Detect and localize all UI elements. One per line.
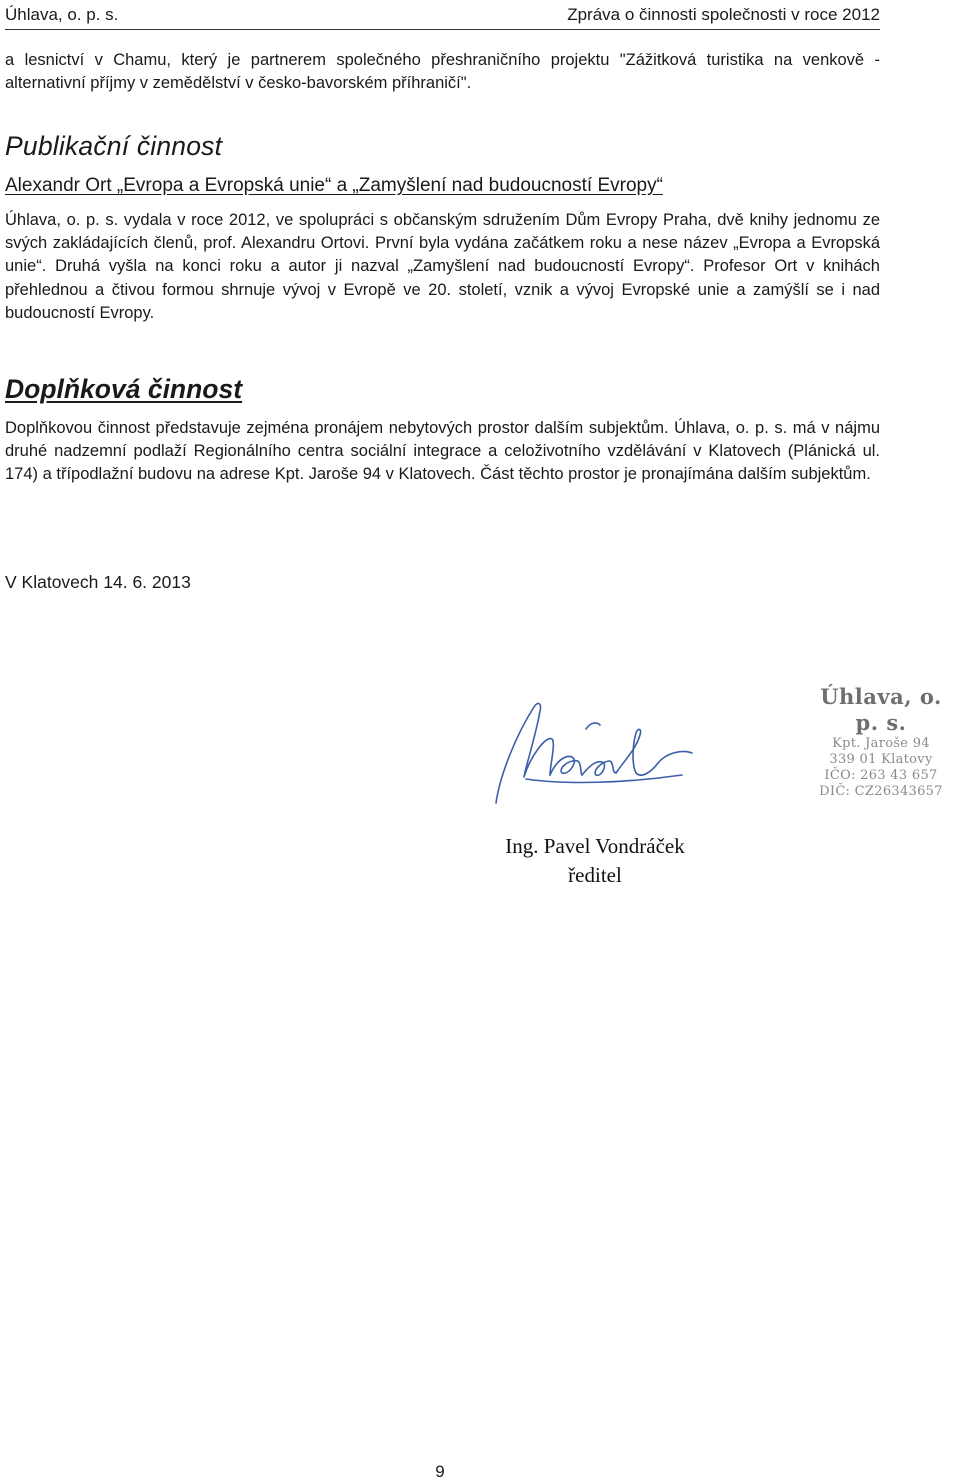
- stamp-name: Úhlava, o. p. s.: [820, 684, 942, 735]
- dateline: V Klatovech 14. 6. 2013: [5, 572, 191, 592]
- stamp-line: IČO: 263 43 657: [824, 768, 938, 783]
- header-organization: Úhlava, o. p. s.: [5, 5, 119, 24]
- publications-subtitle: Alexandr Ort „Evropa a Evropská unie“ a „Zamyšlení nad budoucností Evropy“: [5, 175, 663, 196]
- signer-role: ředitel: [568, 863, 622, 887]
- publications-paragraph: Úhlava, o. p. s. vydala v roce 2012, ve spolupráci s občanským sdružením Dům Evropy Praha, dvě knihy jednomu ze svých zakládajících členů, prof. Alexandru Ortovi. První byla vydána začátkem roku a nese název „Evropa a Evropská unie“. Druhá vyšla na konci roku a autor ji nazval „Zamyšlení nad budoucností Evropy“. Profesor Ort v knihách přehlednou a čtivou formou shrnuje vývoj v Evropě ve 20. století, vznik a vývoj Evropské unie a zamýšlí se i nad budoucností Evropy.: [5, 211, 880, 322]
- page-header: [5, 3, 880, 30]
- section-heading-supplementary: Doplňková činnost: [5, 374, 243, 404]
- signer-name: Ing. Pavel Vondráček: [505, 834, 685, 858]
- stamp-line: DIČ: CZ26343657: [819, 784, 943, 799]
- handwritten-signature: [486, 695, 702, 807]
- page-number: 9: [435, 1462, 445, 1481]
- section-heading-publications: Publikační činnost: [5, 131, 223, 161]
- supplementary-paragraph: Doplňkovou činnost představuje zejména pronájem nebytových prostor dalším subjektům. Úhlava, o. p. s. má v nájmu druhé nadzemní podlaží Regionálního centra sociální integrace a celoživotního vzdělávání v Klatovech (Plánická ul. 174) a třípodlažní budovu na adrese Kpt. Jaroše 94 v Klatovech. Část těchto prostor je pronajímána dalším subjektům.: [5, 419, 880, 484]
- stamp-line: Kpt. Jaroše 94: [832, 736, 930, 751]
- organization-stamp: [806, 684, 956, 800]
- intro-paragraph: a lesnictví v Chamu, který je partnerem společného přeshraničního projektu "Zážitková turistika na venkově - alternativní příjmy v zemědělství v česko-bavorském příhraničí".: [5, 51, 880, 93]
- stamp-line: 339 01 Klatovy: [829, 752, 933, 767]
- header-report-title: Zpráva o činnosti společnosti v roce 2012: [567, 5, 880, 24]
